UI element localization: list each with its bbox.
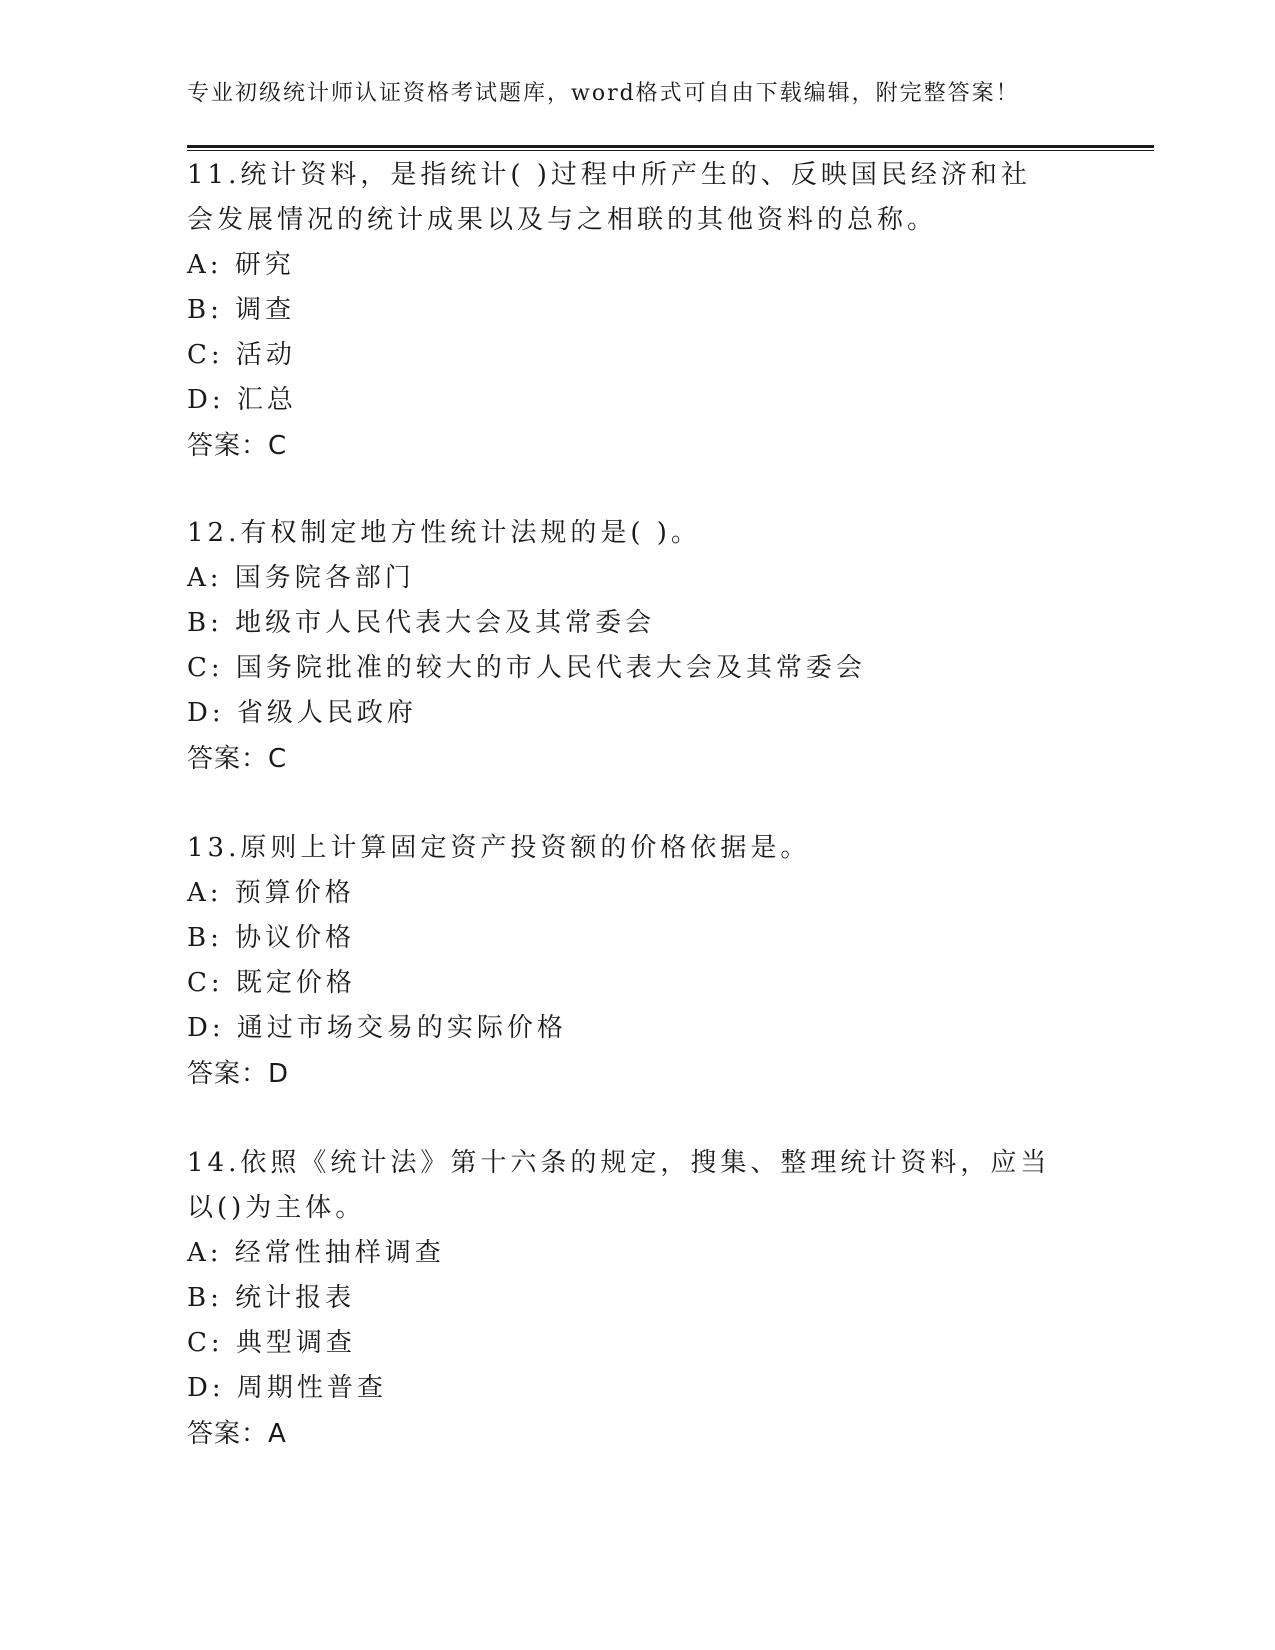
option-a: A: 预算价格 bbox=[187, 878, 355, 908]
question-stem: 14.依照《统计法》第十六条的规定，搜集、整理统计资料，应当以()为主体。 bbox=[187, 1148, 1051, 1223]
page-header: 专业初级统计师认证资格考试题库，word格式可自由下载编辑，附完整答案！ bbox=[187, 81, 1020, 106]
header-divider bbox=[187, 145, 1154, 151]
question-stem: 11.统计资料，是指统计( )过程中所产生的、反映国民经济和社会发展情况的统计成果以及与之相联的其他资料的总称。 bbox=[187, 160, 1031, 235]
question-12 bbox=[187, 511, 1087, 782]
question-stem: 13.原则上计算固定资产投资额的价格依据是。 bbox=[187, 833, 811, 863]
question-13 bbox=[187, 826, 1087, 1097]
option-a: A: 研究 bbox=[187, 250, 295, 280]
answer: 答案：C bbox=[187, 744, 288, 774]
option-a: A: 国务院各部门 bbox=[187, 563, 415, 593]
question-14 bbox=[187, 1141, 1087, 1457]
option-c: C: 既定价格 bbox=[187, 968, 356, 998]
answer: 答案：D bbox=[187, 1059, 290, 1089]
option-b: B: 调查 bbox=[187, 295, 296, 325]
option-b: B: 地级市人民代表大会及其常委会 bbox=[187, 608, 656, 638]
option-c: C: 活动 bbox=[187, 340, 296, 370]
option-d: D: 周期性普查 bbox=[187, 1373, 387, 1403]
question-11 bbox=[187, 153, 1087, 469]
option-d: D: 通过市场交易的实际价格 bbox=[187, 1013, 567, 1043]
option-d: D: 汇总 bbox=[187, 385, 297, 415]
option-b: B: 协议价格 bbox=[187, 923, 356, 953]
question-stem: 12.有权制定地方性统计法规的是( )。 bbox=[187, 518, 701, 548]
option-d: D: 省级人民政府 bbox=[187, 698, 417, 728]
option-c: C: 典型调查 bbox=[187, 1328, 356, 1358]
option-c: C: 国务院批准的较大的市人民代表大会及其常委会 bbox=[187, 653, 866, 683]
option-b: B: 统计报表 bbox=[187, 1283, 356, 1313]
option-a: A: 经常性抽样调查 bbox=[187, 1238, 445, 1268]
answer: 答案：C bbox=[187, 431, 288, 461]
answer: 答案：A bbox=[187, 1419, 287, 1449]
